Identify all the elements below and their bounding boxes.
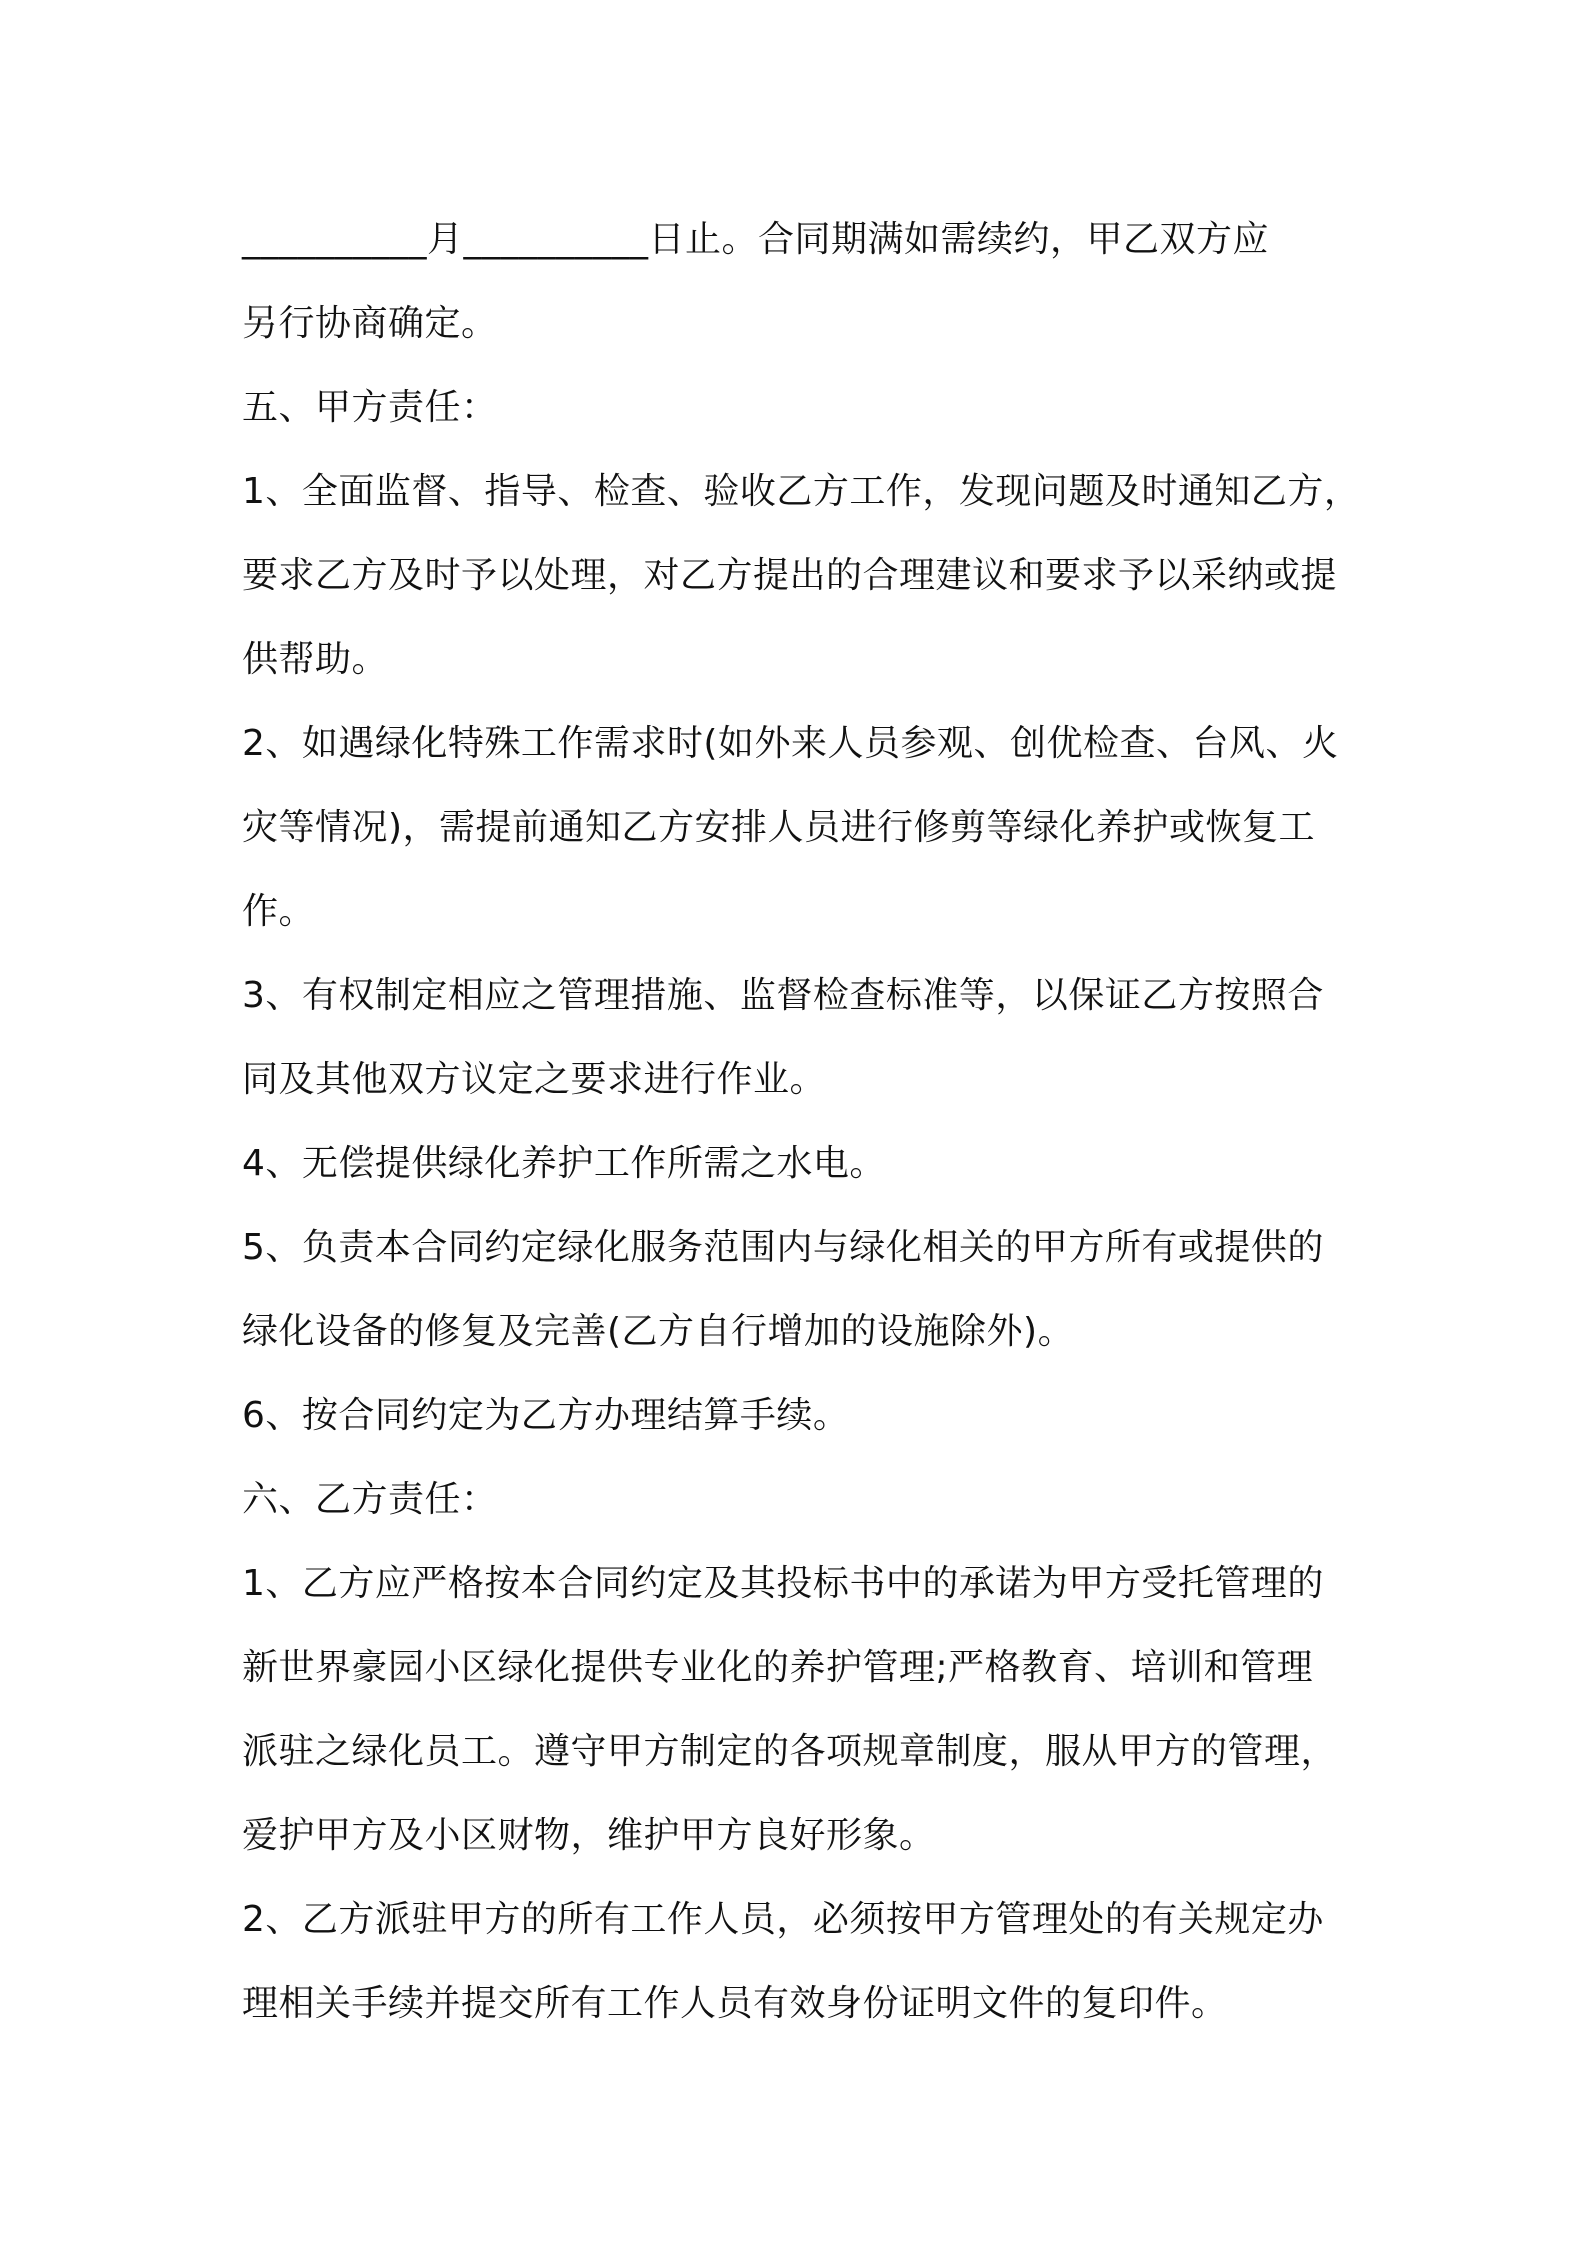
text-line: 2、如遇绿化特殊工作需求时(如外来人员参观、创优检查、台风、火 — [242, 723, 1339, 764]
text-line: 要求乙方及时予以处理，对乙方提出的合理建议和要求予以采纳或提 — [242, 555, 1338, 596]
text-line: 绿化设备的修复及完善(乙方自行增加的设施除外)。 — [242, 1311, 1075, 1352]
text-line: 派驻之绿化员工。遵守甲方制定的各项规章制度，服从甲方的管理， — [242, 1731, 1338, 1772]
section-heading: 六、乙方责任： — [242, 1479, 498, 1520]
text-line: 1、全面监督、指导、检查、验收乙方工作，发现问题及时通知乙方， — [242, 471, 1361, 512]
text-line: 供帮助。 — [242, 639, 389, 680]
text-line: 4、无偿提供绿化养护工作所需之水电。 — [242, 1143, 886, 1184]
text-line: 另行协商确定。 — [242, 303, 498, 344]
text-line: __________月__________日止。合同期满如需续约，甲乙双方应 — [242, 219, 1270, 260]
document-body — [242, 198, 1362, 2046]
section-heading: 五、甲方责任： — [242, 387, 498, 428]
text-line: 3、有权制定相应之管理措施、监督检查标准等，以保证乙方按照合 — [242, 975, 1324, 1016]
text-line: 新世界豪园小区绿化提供专业化的养护管理;严格教育、培训和管理 — [242, 1647, 1314, 1688]
text-line: 理相关手续并提交所有工作人员有效身份证明文件的复印件。 — [242, 1983, 1228, 2024]
text-line: 爱护甲方及小区财物，维护甲方良好形象。 — [242, 1815, 936, 1856]
text-line: 灾等情况)，需提前通知乙方安排人员进行修剪等绿化养护或恢复工 — [242, 807, 1316, 848]
text-line: 同及其他双方议定之要求进行作业。 — [242, 1059, 827, 1100]
text-line: 5、负责本合同约定绿化服务范围内与绿化相关的甲方所有或提供的 — [242, 1227, 1324, 1268]
text-line: 2、乙方派驻甲方的所有工作人员，必须按甲方管理处的有关规定办 — [242, 1899, 1324, 1940]
text-line: 作。 — [242, 891, 316, 932]
text-line: 6、按合同约定为乙方办理结算手续。 — [242, 1395, 850, 1436]
text-line: 1、乙方应严格按本合同约定及其投标书中的承诺为甲方受托管理的 — [242, 1563, 1324, 1604]
